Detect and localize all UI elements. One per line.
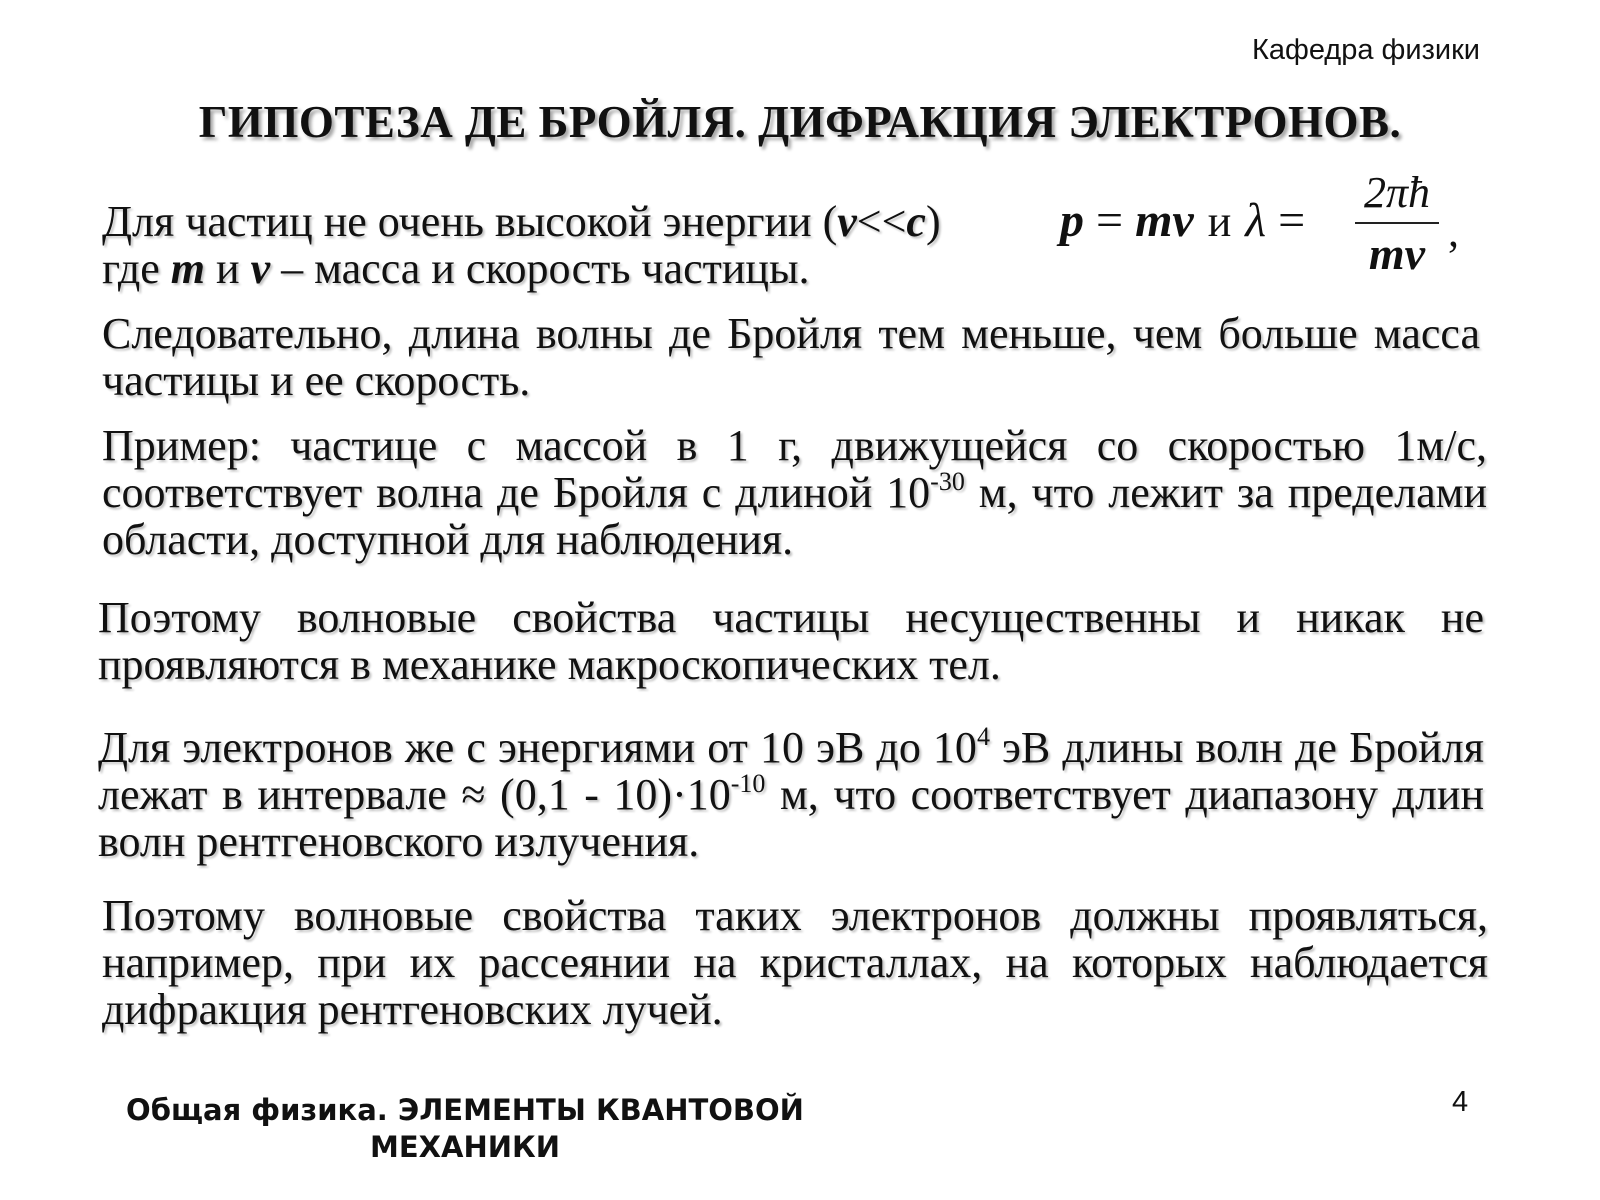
example-text-end: м, что лежит за пределами области, доступной для наблюдения. [102, 468, 1487, 564]
momentum-formula [1060, 196, 1305, 247]
where-word: где [102, 244, 171, 293]
much-less-sign: << [856, 197, 907, 246]
mass-symbol: m [170, 244, 206, 293]
formula-mv: mv [1135, 194, 1194, 247]
example-text-start: Пример: частице с массой в 1 г, движущейся со скоростью 1м/с, соответствует волна де Бройля с длиной 10 [102, 421, 1487, 517]
fraction-denominator: mv [1368, 228, 1426, 279]
paragraph-wavelength-dependence: Следовательно, длина волны де Бройля тем меньше, чем больше масса частицы и ее скорость. [102, 309, 1480, 405]
page-number: 4 [1452, 1086, 1469, 1118]
formula-and: и [1207, 197, 1232, 246]
light-speed-symbol: c [906, 197, 926, 246]
electrons-exponent-2: -10 [730, 769, 766, 798]
paragraph-macroscopic: Поэтому волновые свойства частицы несущественны и никак не проявляются в механике макроскопических тел. [98, 593, 1484, 689]
electrons-text-middle: эВ длины волн де Бройля лежат в интервале ≈ (0,1 - 10)·10 [98, 723, 1485, 819]
example-exponent: -30 [930, 467, 965, 496]
close-paren: ) [925, 197, 941, 246]
electrons-exponent-1: 4 [976, 722, 990, 751]
formula-p: p [1060, 194, 1084, 247]
slide-title: ГИПОТЕЗА ДЕ БРОЙЛЯ. ДИФРАКЦИЯ ЭЛЕКТРОНОВ. [198, 97, 1402, 147]
fraction-bar [1355, 222, 1439, 224]
intro-line-2 [102, 245, 810, 292]
intro-text: Для частиц не очень высокой энергии ( [102, 197, 838, 246]
paragraph-electrons [98, 724, 1484, 865]
lambda-symbol: λ [1245, 194, 1267, 247]
course-title-line-1: Общая физика. ЭЛЕМЕНТЫ КВАНТОВОЙ [126, 1093, 804, 1127]
wavelength-fraction [1355, 168, 1439, 280]
electrons-text-start: Для электронов же с энергиями от 10 эВ до 10 [98, 723, 977, 772]
velocity-symbol: v [837, 197, 857, 246]
velocity-symbol-2: v [250, 244, 271, 293]
intro-line-2-rest: – масса и скорость частицы. [270, 244, 810, 293]
and-word: и [205, 244, 251, 293]
department-label: Кафедра физики [1251, 34, 1480, 66]
intro-line-1 [102, 198, 941, 245]
formula-equals-2: = [1266, 194, 1306, 247]
formula-equals: = [1084, 194, 1136, 247]
fraction-numerator: 2πħ [1363, 168, 1431, 217]
paragraph-example [102, 422, 1487, 563]
paragraph-crystal-diffraction: Поэтому волновые свойства таких электронов должны проявляться, например, при их рассеянии на кристаллах, на которых наблюдается дифракция рентгеновских лучей. [102, 891, 1488, 1034]
course-footer [120, 1092, 810, 1166]
formula-comma: , [1448, 207, 1459, 256]
course-title-line-2: МЕХАНИКИ [370, 1130, 560, 1164]
electrons-text-end: м, что соответствует диапазону длин волн рентгеновского излучения. [98, 770, 1484, 866]
